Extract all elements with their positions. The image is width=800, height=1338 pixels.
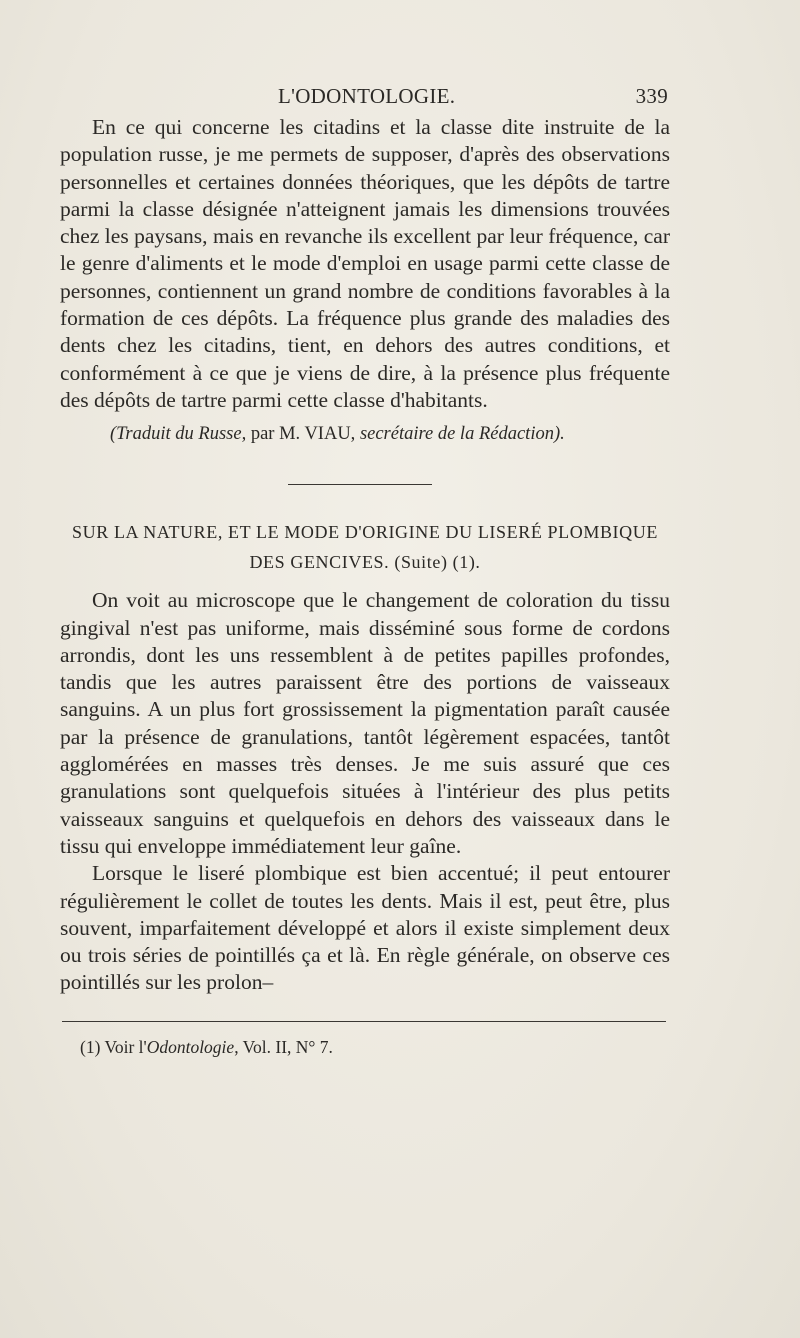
credit-source: (Traduit du Russe, — [110, 424, 251, 445]
translation-credit — [60, 422, 670, 446]
section-heading-line-1: SUR LA NATURE, ET LE MODE D'ORIGINE DU LISERÉ PLOMBIQUE — [72, 522, 658, 543]
footnote-journal: Odontologie — [146, 1036, 235, 1057]
section-divider — [288, 484, 432, 485]
section-heading-line-2: DES GENCIVES. (Suite) (1). — [249, 552, 481, 573]
running-title: L'ODONTOLOGIE. — [278, 84, 456, 108]
section-heading — [60, 517, 670, 577]
footnote-reference: , Vol. II, N° 7. — [234, 1036, 333, 1057]
book-page — [60, 84, 670, 1058]
credit-role: secrétaire de la Rédaction). — [359, 424, 565, 445]
footnote — [60, 1036, 670, 1058]
footnote-divider — [62, 1021, 666, 1022]
paragraph-tartar: En ce qui concerne les citadins et la classe dite instruite de la population russe, je me permets de supposer, d'après des observations personnelles et certaines données théoriques, que les dépôts de tartre parmi la classe désignée n'atteignent jamais les dimensions trouvées chez les paysans, mais en revanche ils excellent par leur fréquence, car le genre d'aliments et le mode d'emploi en usage parmi cette classe de personnes, contiennent un grand nombre de conditions favorables à la formation de ces dépôts. La fréquence plus grande des maladies des dents chez les citadins, tient, en dehors des autres conditions, et conformément à ce que je viens de dire, à la présence plus fréquente des dépôts de tartre parmi cette classe d'habitants. — [60, 115, 670, 412]
page-number: 339 — [635, 84, 668, 108]
footnote-marker: (1) Voir l' — [80, 1036, 147, 1057]
paragraph-microscope: On voit au microscope que le changement de coloration du tissu gingival n'est pas uniforme, mais disséminé sous forme de cordons arrondis, dont les uns ressemblent à de petites papilles profondes, tandis que les autres paraissent être des portions de vaisseaux sanguins. A un plus fort grossissement la pigmentation paraît causée par la présence de granulations, tantôt légèrement espacées, tantôt agglomérées en masses très denses. Je me suis assuré que ces granulations sont quelquefois situées à l'intérieur des plus petits vaisseaux sanguins et quelquefois en dehors des vaisseaux dans le tissu qui enveloppe immédiatement leur gaîne. — [60, 588, 670, 858]
credit-translator: par M. VIAU, — [250, 424, 360, 445]
paragraph-lead-line: Lorsque le liseré plombique est bien accentué; il peut entourer régulièrement le collet de toutes les dents. Mais il est, peut être, plus souvent, imparfaitement développé et alors il existe simplement deux ou trois séries de pointillés ça et là. En règle générale, on observe ces pointillés sur les prolon– — [60, 861, 670, 995]
running-head — [60, 84, 670, 114]
